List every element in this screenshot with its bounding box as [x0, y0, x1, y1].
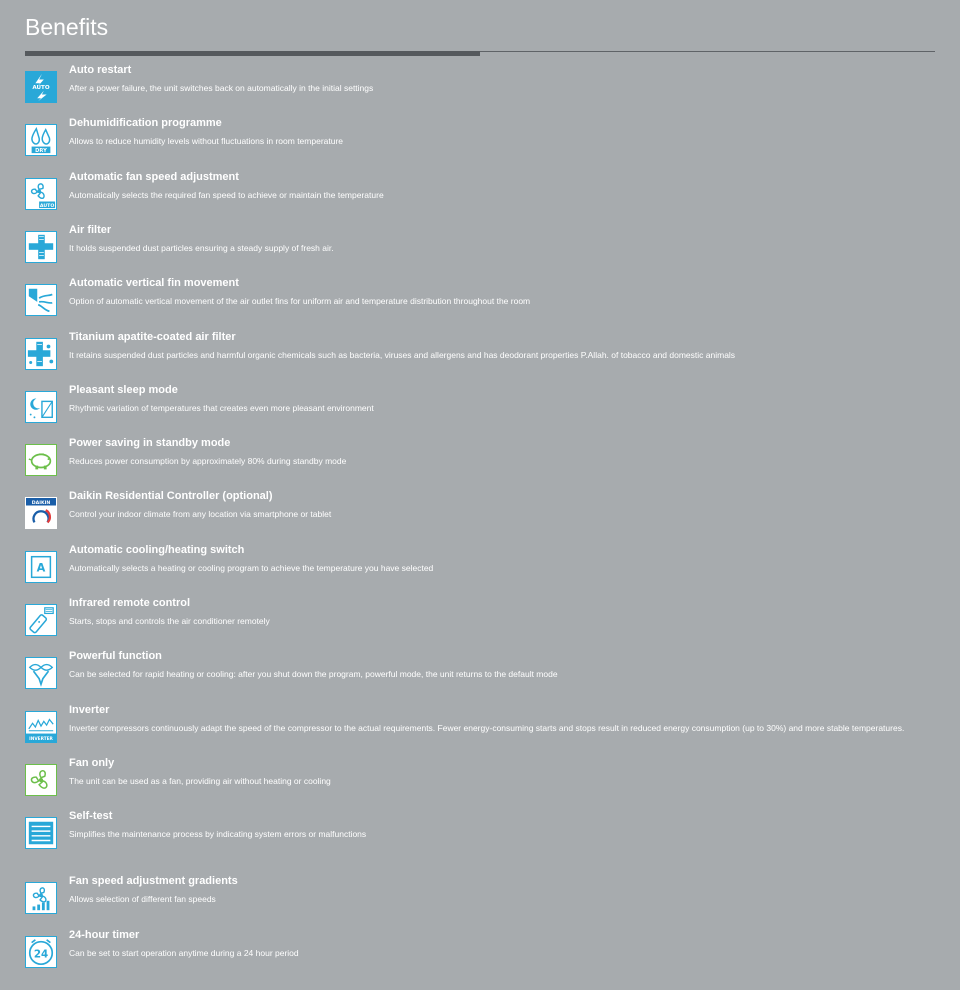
- benefit-description: Option of automatic vertical movement of the air outlet fins for uniform air and temperature distribution throughout the room: [69, 296, 531, 306]
- svg-text:A: A: [36, 561, 46, 575]
- benefit-title: Automatic fan speed adjustment: [69, 171, 239, 183]
- benefit-title: Pleasant sleep mode: [69, 384, 178, 396]
- benefit-title: 24-hour timer: [69, 929, 140, 941]
- titanium-filter-icon: [25, 338, 57, 370]
- header-divider-accent: [25, 51, 480, 56]
- benefit-title: Powerful function: [69, 650, 162, 662]
- dehumidification-icon: [25, 124, 57, 156]
- self-test-icon: [25, 817, 57, 849]
- benefit-description: Starts, stops and controls the air conditioner remotely: [69, 616, 270, 626]
- svg-text:INVERTER: INVERTER: [29, 737, 53, 742]
- benefit-description: Inverter compressors continuously adapt the speed of the compressor to the actual requirements. Fewer energy-consuming starts and stops result in reduced energy consumption (up to 30%) and more stable temperatures.: [69, 723, 905, 733]
- benefit-title: Auto restart: [69, 64, 132, 76]
- benefit-description: Control your indoor climate from any location via smartphone or tablet: [69, 509, 332, 519]
- benefit-title: Automatic cooling/heating switch: [69, 544, 245, 556]
- benefit-title: Air filter: [69, 224, 112, 236]
- benefit-description: Allows to reduce humidity levels without fluctuations in room temperature: [69, 136, 344, 146]
- inverter-icon: [25, 711, 57, 743]
- benefit-description: Can be set to start operation anytime during a 24 hour period: [69, 948, 299, 958]
- benefit-title: Power saving in standby mode: [69, 437, 231, 449]
- svg-text:AUTO: AUTO: [39, 204, 55, 209]
- svg-text:DRY: DRY: [35, 148, 47, 155]
- piggy-bank-icon: [25, 444, 57, 476]
- benefit-title: Daikin Residential Controller (optional): [69, 490, 273, 502]
- auto-fan-speed-icon: [25, 178, 57, 210]
- svg-text:24: 24: [33, 948, 49, 961]
- sleep-mode-icon: [25, 391, 57, 423]
- auto-restart-icon: [25, 71, 57, 103]
- benefit-title: Self-test: [69, 810, 113, 822]
- benefit-description: It retains suspended dust particles and harmful organic chemicals such as bacteria, viruses and allergens and has deodorant properties P.Allah. of tobacco and domestic animals: [69, 350, 736, 360]
- fan-speed-gradients-icon: [25, 882, 57, 914]
- benefit-title: Dehumidification programme: [69, 117, 222, 129]
- daikin-controller-icon: [25, 497, 57, 529]
- benefit-description: Automatically selects a heating or cooling program to achieve the temperature you have selected: [69, 563, 434, 573]
- timer-24h-icon: [25, 936, 57, 968]
- benefit-description: Simplifies the maintenance process by indicating system errors or malfunctions: [69, 829, 367, 839]
- benefit-description: Reduces power consumption by approximately 80% during standby mode: [69, 456, 347, 466]
- svg-text:AUTO: AUTO: [32, 84, 50, 91]
- benefit-description: Allows selection of different fan speeds: [69, 894, 216, 904]
- benefit-title: Automatic vertical fin movement: [69, 277, 239, 289]
- benefit-description: Rhythmic variation of temperatures that creates even more pleasant environment: [69, 403, 374, 413]
- fan-only-icon: [25, 764, 57, 796]
- auto-switch-icon: [25, 551, 57, 583]
- air-filter-icon: [25, 231, 57, 263]
- benefit-description: Automatically selects the required fan speed to achieve or maintain the temperature: [69, 190, 384, 200]
- benefit-title: Fan speed adjustment gradients: [69, 875, 238, 887]
- vertical-fin-icon: [25, 284, 57, 316]
- svg-text:DAIKIN: DAIKIN: [31, 500, 51, 506]
- benefit-description: It holds suspended dust particles ensuring a steady supply of fresh air.: [69, 243, 334, 253]
- benefit-title: Titanium apatite-coated air filter: [69, 331, 236, 343]
- page-title: Benefits: [25, 14, 109, 40]
- remote-control-icon: [25, 604, 57, 636]
- benefit-title: Fan only: [69, 757, 115, 769]
- powerful-icon: [25, 657, 57, 689]
- benefit-description: Can be selected for rapid heating or cooling: after you shut down the program, powerful mode, the unit returns to the default mode: [69, 669, 558, 679]
- benefit-description: The unit can be used as a fan, providing air without heating or cooling: [69, 776, 331, 786]
- benefit-description: After a power failure, the unit switches back on automatically in the initial settings: [69, 83, 374, 93]
- benefit-title: Infrared remote control: [69, 597, 191, 609]
- benefit-title: Inverter: [69, 704, 110, 716]
